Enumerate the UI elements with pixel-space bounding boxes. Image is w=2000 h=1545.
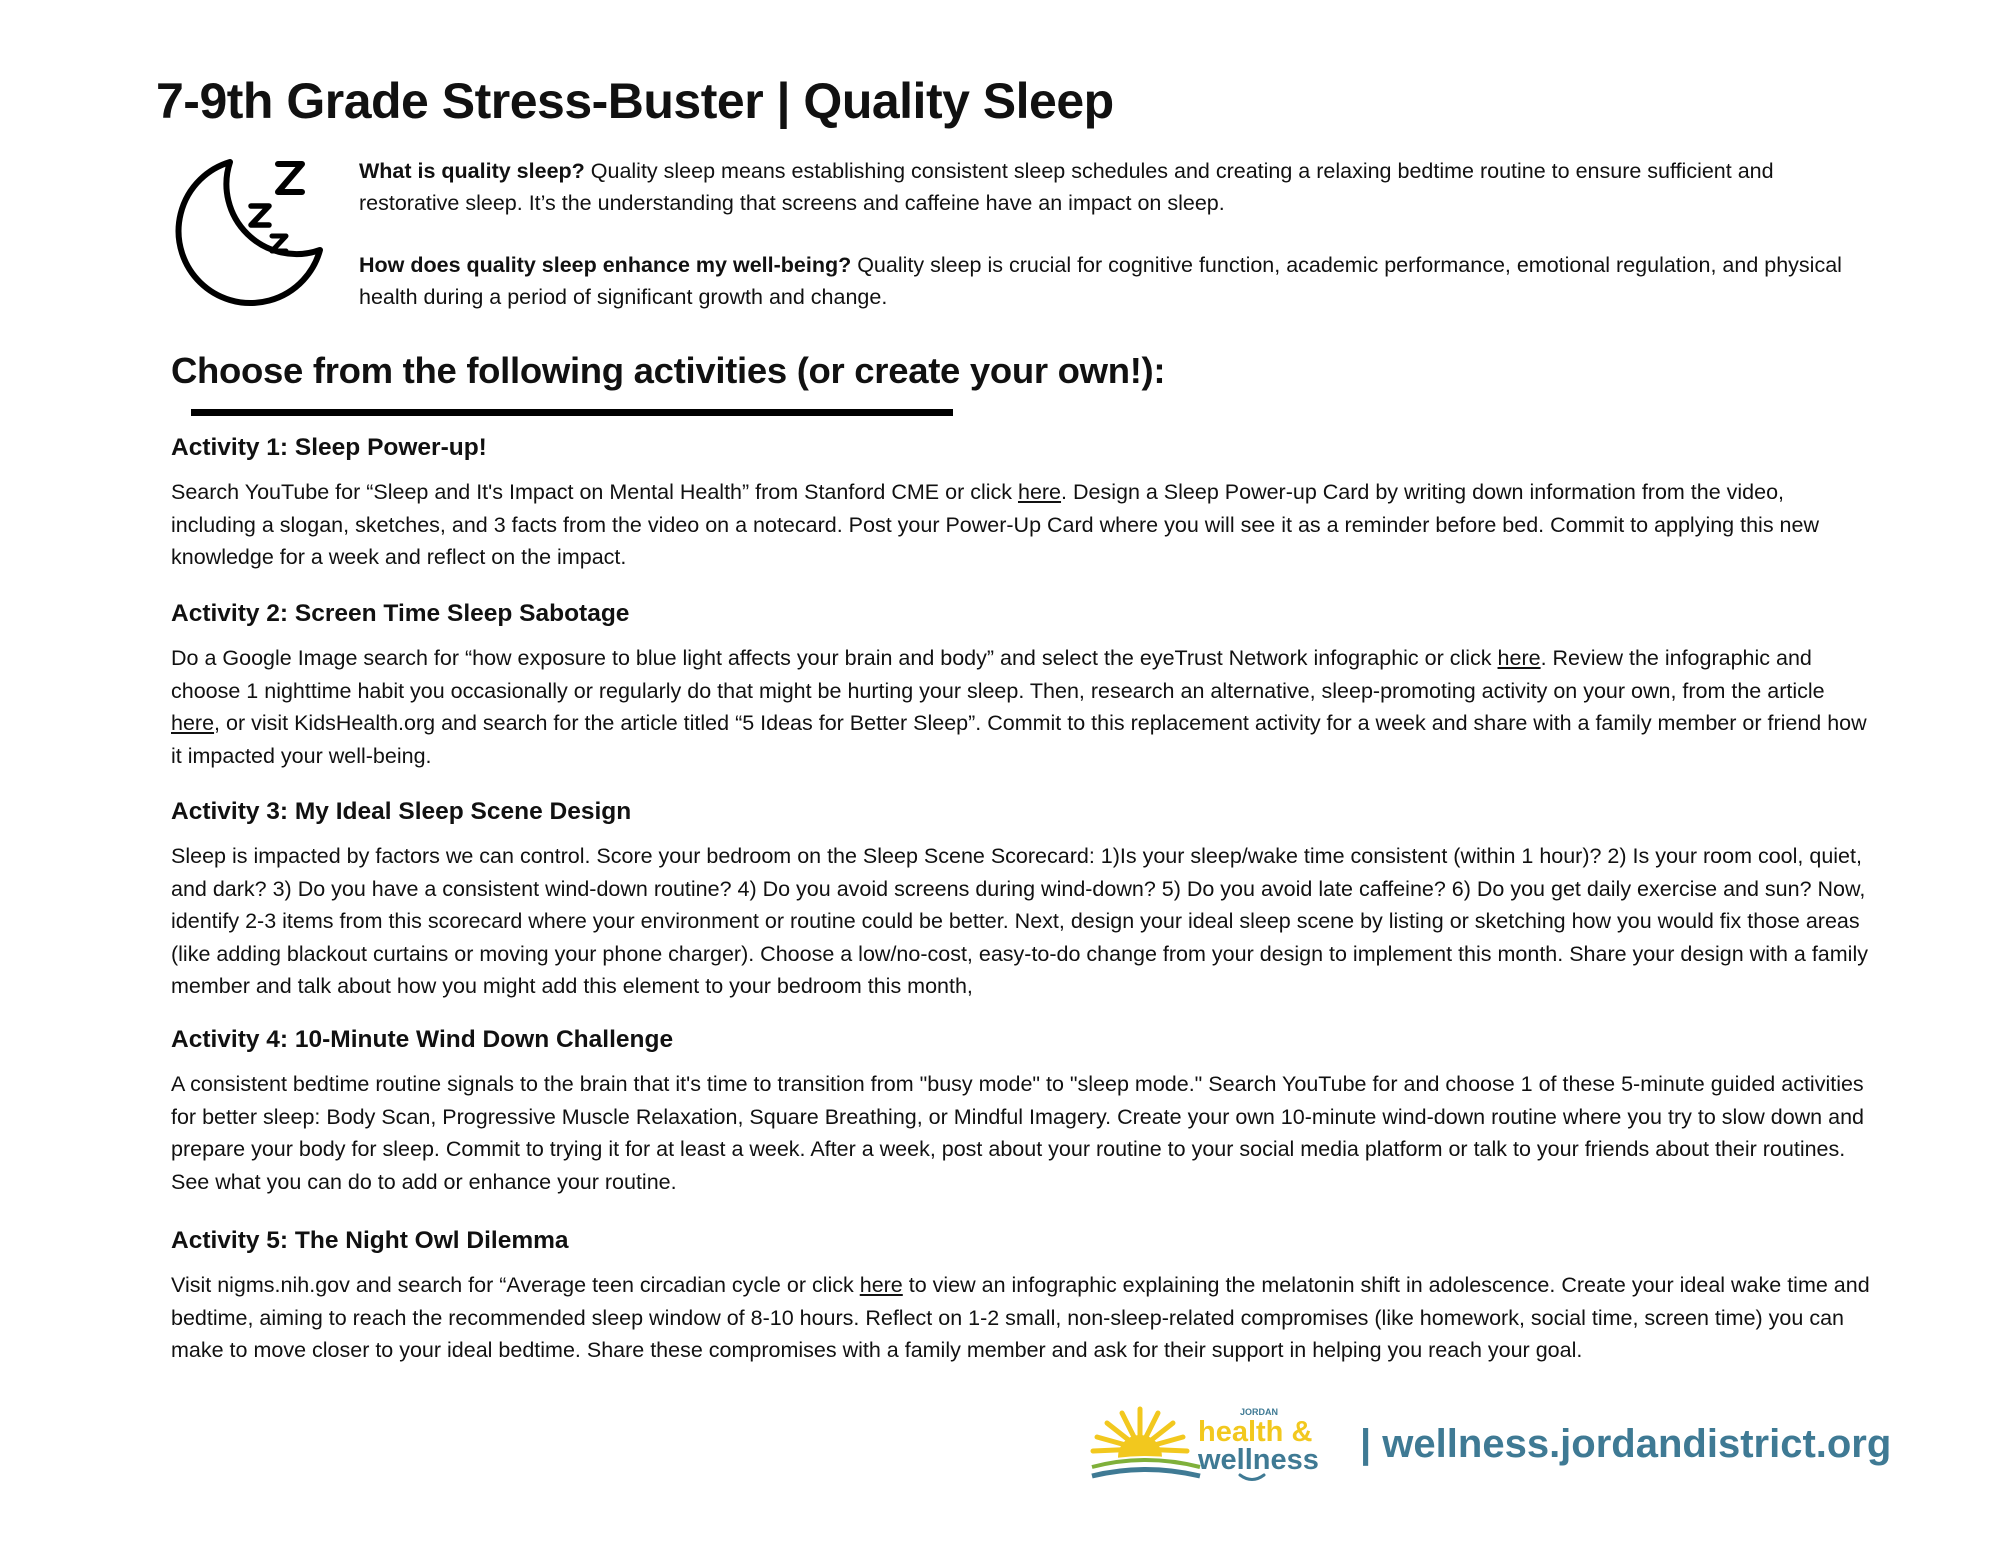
logo-wellness-text: wellness bbox=[1198, 1444, 1319, 1476]
activity-1-text-a: Search YouTube for “Sleep and It's Impact on Mental Health” from Stanford CME or click bbox=[171, 480, 1018, 504]
logo-health-text: health & bbox=[1198, 1416, 1313, 1448]
activity-5-text-b: to view an infographic explaining the melatonin shift in adolescence. Create your ideal wake time and bedtime, aiming to reach the recommended sleep window of 8-10 hours. Reflect on 1-2 small, non-sleep-related compromises (like homework, social time, screen time) you can make to move closer to your ideal bedtime. Share these compromises with a family member and ask for their support in helping you reach your goal. bbox=[171, 1273, 1870, 1362]
activity-1-body bbox=[171, 476, 1871, 574]
activity-5 bbox=[171, 1227, 1871, 1367]
activity-2-text-c: , or visit KidsHealth.org and search for the article titled “5 Ideas for Better Sleep”. Commit to this replacement activity for a week and share with a family member or friend how it impacted your well-being. bbox=[171, 711, 1867, 768]
intro-how bbox=[359, 249, 1859, 313]
footer-url-link[interactable]: | wellness.jordandistrict.org bbox=[1360, 1422, 1892, 1466]
activity-2 bbox=[171, 600, 1871, 772]
intro-question-2: How does quality sleep enhance my well-being? bbox=[359, 253, 852, 277]
choose-heading: Choose from the following activities (or create your own!): bbox=[171, 350, 1166, 391]
intro-section bbox=[359, 155, 1859, 343]
activity-1-title: Activity 1: Sleep Power-up! bbox=[171, 434, 487, 461]
activity-4-body: A consistent bedtime routine signals to the brain that it's time to transition from "busy mode" to "sleep mode." Search YouTube for and choose 1 of these 5-minute guided activities for better sleep: Body Scan, Progressive Muscle Relaxation, Square Breathing, or Mindful Imagery. Create your own 10-minute wind-down routine where you try to slow down and prepare your body for sleep. Commit to trying it for at least a week. After a week, post about your routine to your social media platform or talk to your friends about their routines. See what you can do to add or enhance your routine. bbox=[171, 1072, 1864, 1194]
logo-jordan-text: JORDAN bbox=[1240, 1407, 1279, 1417]
activity-1-here-link[interactable]: here bbox=[1017, 480, 1062, 504]
activity-3-title: Activity 3: My Ideal Sleep Scene Design bbox=[171, 798, 632, 825]
activity-1 bbox=[171, 434, 1871, 574]
activity-5-text-a: Visit nigms.nih.gov and search for “Average teen circadian cycle or click bbox=[171, 1273, 860, 1297]
activity-5-here-link[interactable]: here bbox=[859, 1273, 903, 1297]
activity-4-title: Activity 4: 10-Minute Wind Down Challenge bbox=[171, 1026, 674, 1053]
intro-answer-1: Quality sleep means establishing consistent sleep schedules and creating a relaxing bedtime routine to ensure sufficient and restorative sleep. It’s the understanding that screens and caffeine have an impact on sleep. bbox=[359, 159, 1774, 215]
activity-2-here-link-1[interactable]: here bbox=[1497, 646, 1541, 670]
intro-what bbox=[359, 155, 1859, 219]
activity-5-body bbox=[171, 1269, 1871, 1367]
activity-2-body bbox=[171, 642, 1871, 772]
intro-question-1: What is quality sleep? bbox=[359, 159, 585, 183]
activity-2-text-a: Do a Google Image search for “how exposure to blue light affects your brain and body” and select the eyeTrust Network infographic or click bbox=[171, 646, 1498, 670]
activity-2-text-b: . Review the infographic and choose 1 nighttime habit you occasionally or regularly do that might be hurting your sleep. Then, research an alternative, sleep-promoting activity on your own, from the article bbox=[171, 646, 1825, 703]
activity-2-title: Activity 2: Screen Time Sleep Sabotage bbox=[171, 600, 630, 627]
intro-answer-2: Quality sleep is crucial for cognitive function, academic performance, emotional regulation, and physical health during a period of significant growth and change. bbox=[359, 253, 1842, 309]
activity-3 bbox=[171, 798, 1871, 1003]
sun-icon bbox=[1090, 1409, 1202, 1485]
activity-1-text-b: . Design a Sleep Power-up Card by writing down information from the video, including a slogan, sketches, and 3 facts from the video on a notecard. Post your Power-Up Card where you will see it as a reminder before bed. Commit to applying this new knowledge for a week and reflect on the impact. bbox=[171, 480, 1819, 569]
activity-3-body: Sleep is impacted by factors we can control. Score your bedroom on the Sleep Scene Scorecard: 1)Is your sleep/wake time consistent (within 1 hour)? 2) Is your room cool, quiet, and dark? 3) Do you have a consistent wind-down routine? 4) Do you avoid screens during wind-down? 5) Do you avoid late caffeine? 6) Do you get daily exercise and sun? Now, identify 2-3 items from this scorecard where your environment or routine could be better. Next, design your ideal sleep scene by listing or sketching how you would fix those areas (like adding blackout curtains or moving your phone charger). Choose a low/no-cost, easy-to-do change from your design to implement this month. Share your design with a family member and talk about how you might add this element to your bedroom this month, bbox=[171, 844, 1868, 998]
jordan-health-wellness-logo bbox=[1090, 1405, 1335, 1485]
moon-zzz-icon bbox=[168, 152, 328, 312]
page-title: 7-9th Grade Stress-Buster | Quality Sleep bbox=[156, 73, 1114, 129]
activity-2-here-link-2[interactable]: here bbox=[171, 711, 215, 735]
heading-rule bbox=[191, 409, 953, 416]
activity-5-title: Activity 5: The Night Owl Dilemma bbox=[171, 1227, 569, 1254]
activity-4 bbox=[171, 1026, 1871, 1198]
